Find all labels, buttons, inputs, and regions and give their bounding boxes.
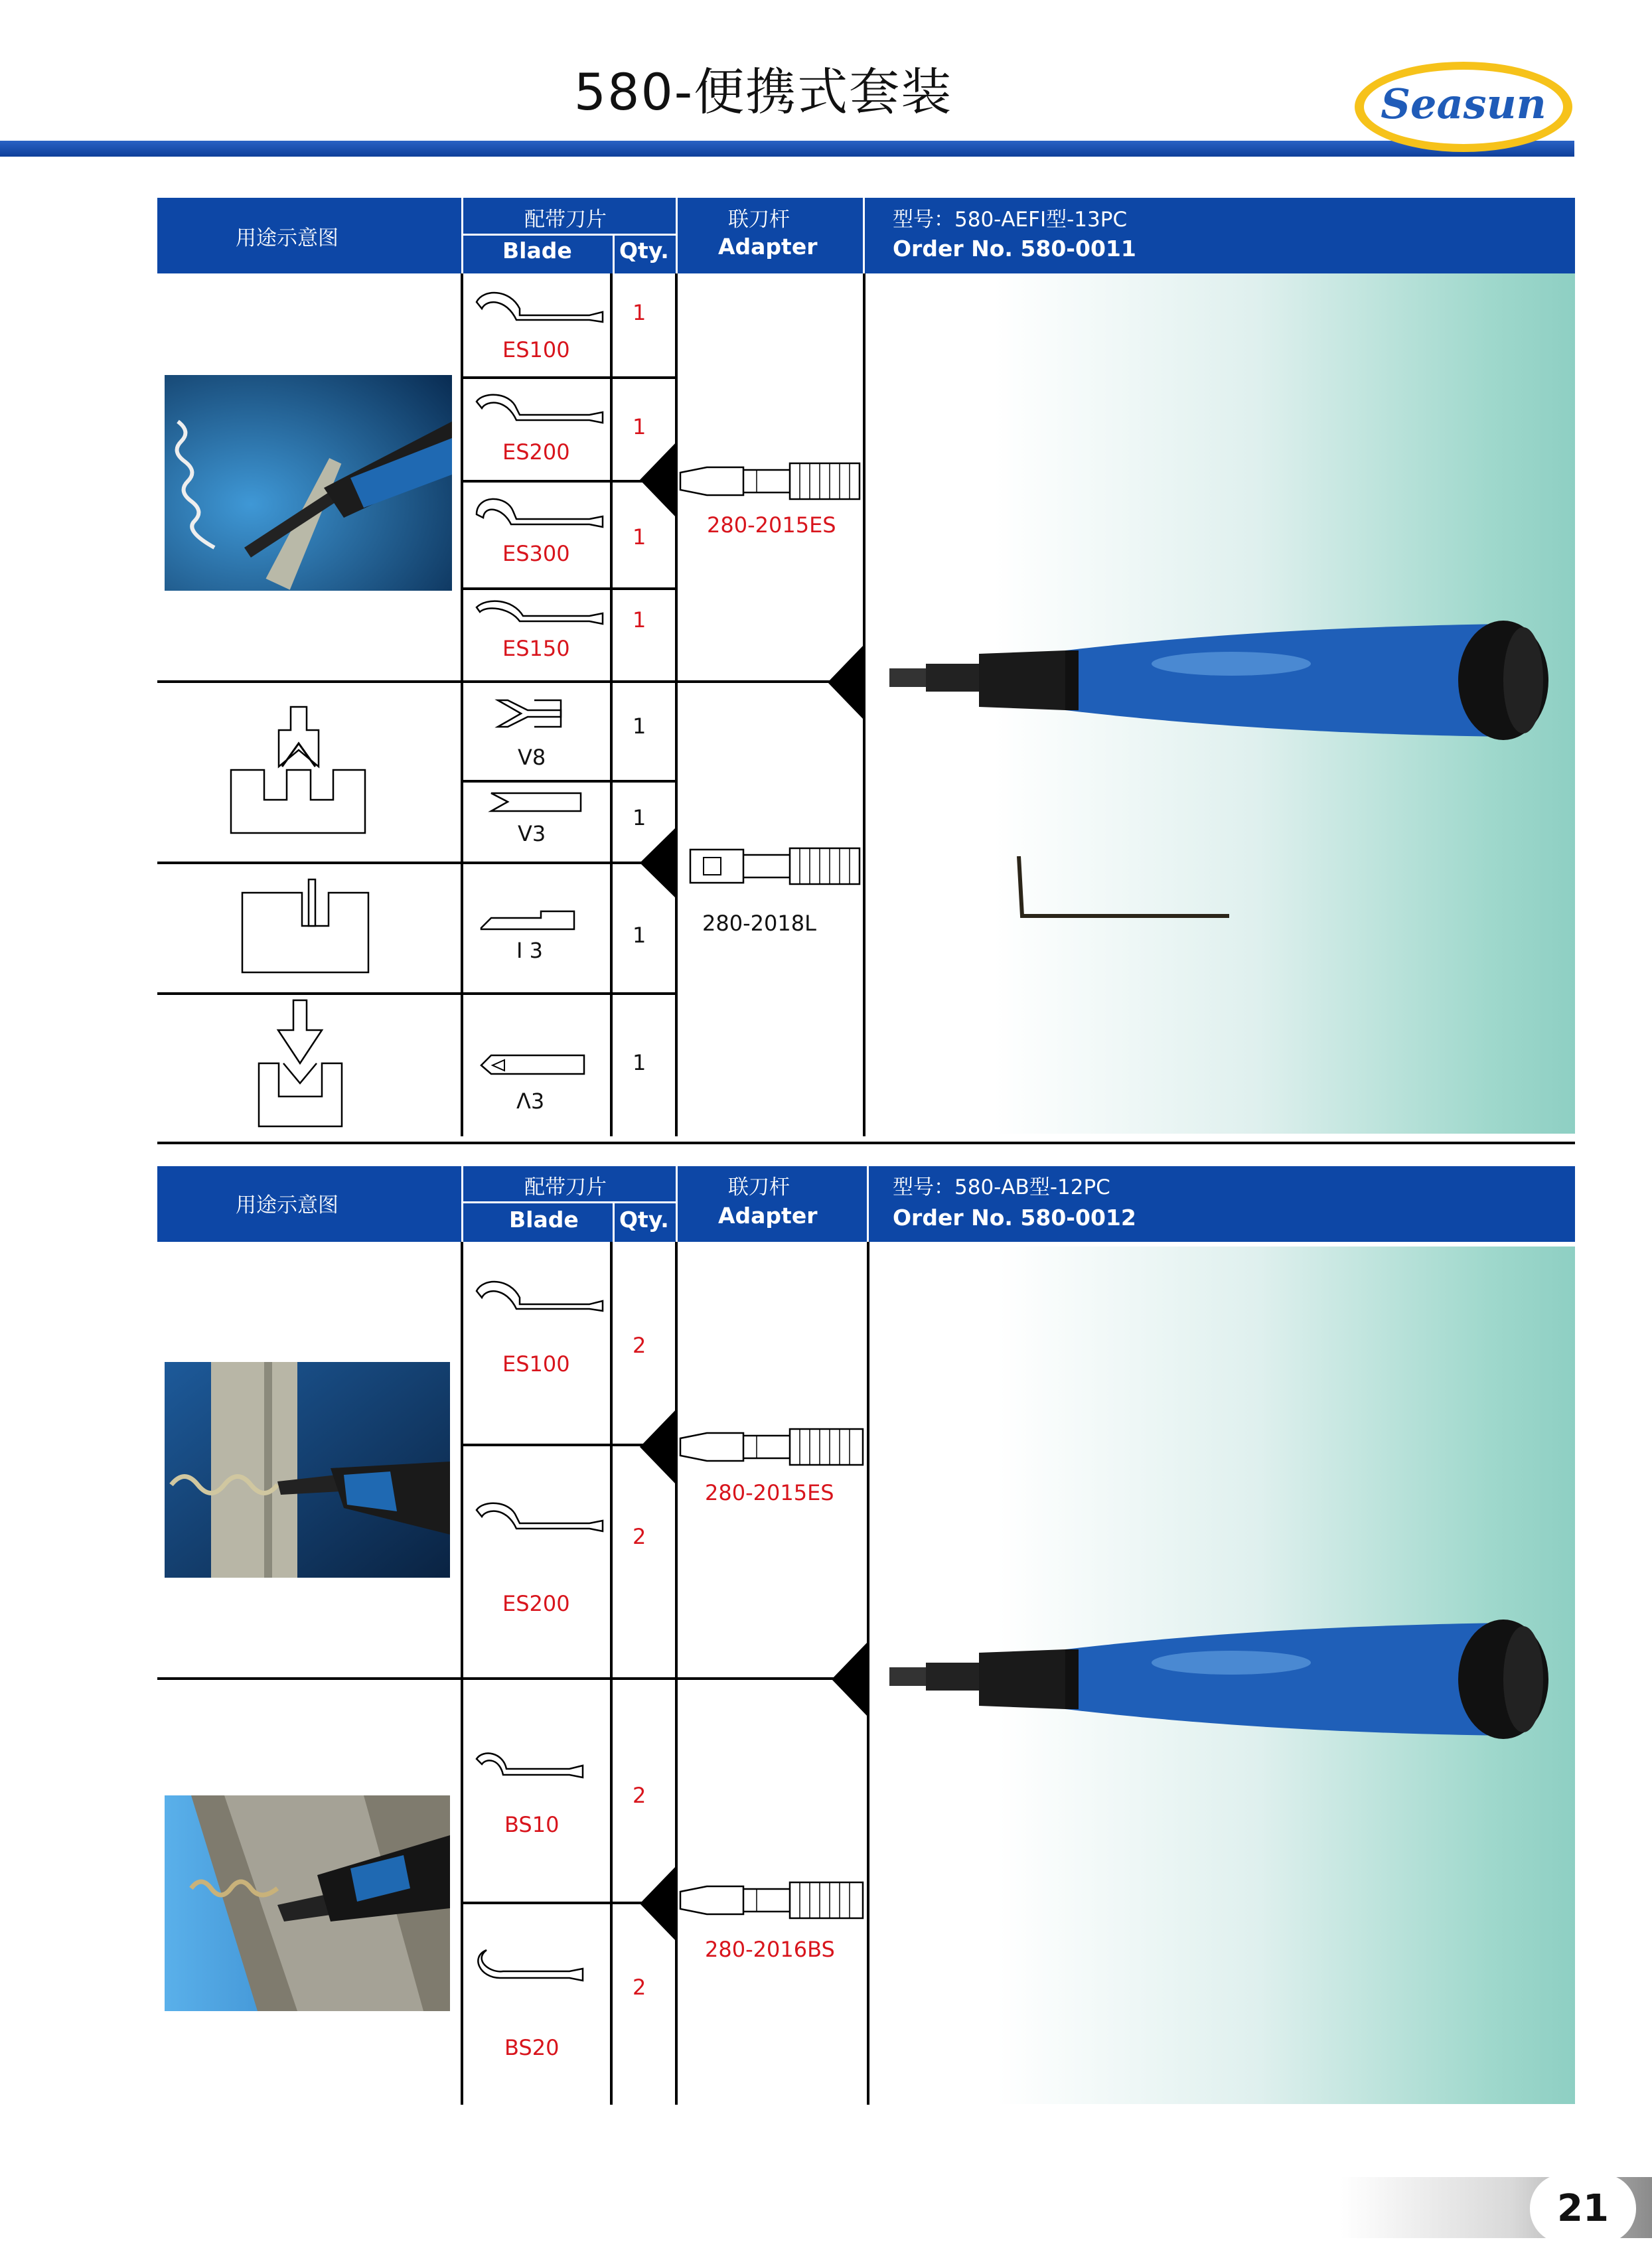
blade-header-cn: 配带刀片 [524, 1175, 607, 1199]
header-bar [0, 141, 1574, 157]
usage-header: 用途示意图 [236, 226, 338, 250]
brand-logo [1351, 57, 1576, 157]
blade-icon [470, 491, 609, 538]
adapter-label: 280-2016BS [705, 1937, 835, 1962]
blade-qty: 1 [633, 1050, 646, 1075]
pointer-arrow [832, 1641, 869, 1718]
adapter-label: 280-2015ES [705, 1480, 834, 1505]
deburring-tool-image [886, 1613, 1550, 1746]
qty-header: Qty. [619, 238, 669, 264]
adapter-header-cn: 联刀杆 [728, 1175, 790, 1199]
adapter-label: 280-2018L [702, 911, 816, 936]
adapter-header-en: Adapter [718, 1203, 818, 1229]
usage-diagram-i [239, 876, 372, 976]
blade-label: ES200 [502, 439, 570, 465]
blade-qty: 1 [633, 714, 646, 739]
blade-qty: 1 [633, 923, 646, 948]
blade-icon-i3 [478, 908, 577, 935]
usage-photo [165, 1362, 450, 1578]
table1-header [157, 198, 1575, 273]
blade-icon [470, 388, 609, 435]
blade-qty: 1 [633, 300, 646, 325]
hex-key-image [1015, 856, 1235, 923]
blade-label: ES200 [502, 1591, 570, 1616]
blade-icon [470, 1943, 589, 1990]
deburring-tool-image [886, 614, 1550, 747]
blade-label: BS20 [504, 2035, 560, 2060]
model-number: 型号：580-AB型-12PC [893, 1175, 1110, 1199]
model-number: 型号：580-AEFI型-13PC [893, 208, 1128, 232]
pointer-arrow [640, 1408, 677, 1485]
blade-qty: 1 [633, 524, 646, 550]
blade-icon-lambda3 [478, 1052, 587, 1079]
blade-label: BS10 [504, 1812, 560, 1837]
blade-icon [470, 1746, 589, 1792]
adapter-icon [677, 1877, 866, 1924]
blade-label: ES150 [502, 636, 570, 661]
table2-header [157, 1166, 1575, 1242]
blade-qty: 1 [633, 607, 646, 633]
pointer-arrow [640, 826, 677, 899]
qty-header: Qty. [619, 1207, 669, 1233]
blade-label: I 3 [516, 938, 543, 963]
blade-label: ES100 [502, 1351, 570, 1377]
blade-label: V3 [518, 821, 546, 846]
blade-icon [470, 591, 609, 637]
adapter-icon [687, 843, 863, 889]
blade-qty: 2 [633, 1333, 646, 1358]
usage-diagram-lambda [256, 997, 345, 1130]
blade-icon-v8 [494, 694, 567, 740]
blade-header-en: Blade [502, 238, 572, 264]
adapter-header-en: Adapter [718, 234, 818, 260]
adapter-icon [677, 1424, 866, 1470]
blade-qty: 1 [633, 805, 646, 830]
pointer-arrow [828, 644, 865, 721]
order-number: Order No. 580-0011 [893, 236, 1136, 262]
blade-qty: 2 [633, 1783, 646, 1808]
blade-label: V8 [518, 745, 546, 770]
adapter-icon [677, 458, 863, 504]
blade-qty: 1 [633, 414, 646, 439]
adapter-label: 280-2015ES [707, 512, 836, 538]
brand-logo-text: Seasun [1381, 80, 1546, 128]
blade-qty: 2 [633, 1975, 646, 2000]
usage-photo [165, 375, 452, 591]
blade-icon [470, 1497, 609, 1543]
blade-header-en: Blade [509, 1207, 579, 1233]
page-number: 21 [1530, 2174, 1636, 2243]
page-title: 580-便携式套装 [573, 62, 953, 121]
blade-icon-v3 [488, 790, 587, 816]
blade-label: ES300 [502, 541, 570, 566]
blade-label: Λ3 [516, 1089, 545, 1114]
blade-qty: 2 [633, 1524, 646, 1549]
order-number: Order No. 580-0012 [893, 1205, 1136, 1231]
blade-label: ES100 [502, 337, 570, 362]
usage-header: 用途示意图 [236, 1193, 338, 1217]
blade-header-cn: 配带刀片 [524, 208, 607, 232]
blade-icon [470, 1274, 609, 1321]
pointer-arrow [640, 441, 677, 518]
usage-diagram-v [226, 704, 372, 836]
adapter-header-cn: 联刀杆 [728, 208, 790, 232]
pointer-arrow [640, 1865, 677, 1942]
blade-icon [470, 285, 609, 332]
usage-photo [165, 1795, 450, 2011]
